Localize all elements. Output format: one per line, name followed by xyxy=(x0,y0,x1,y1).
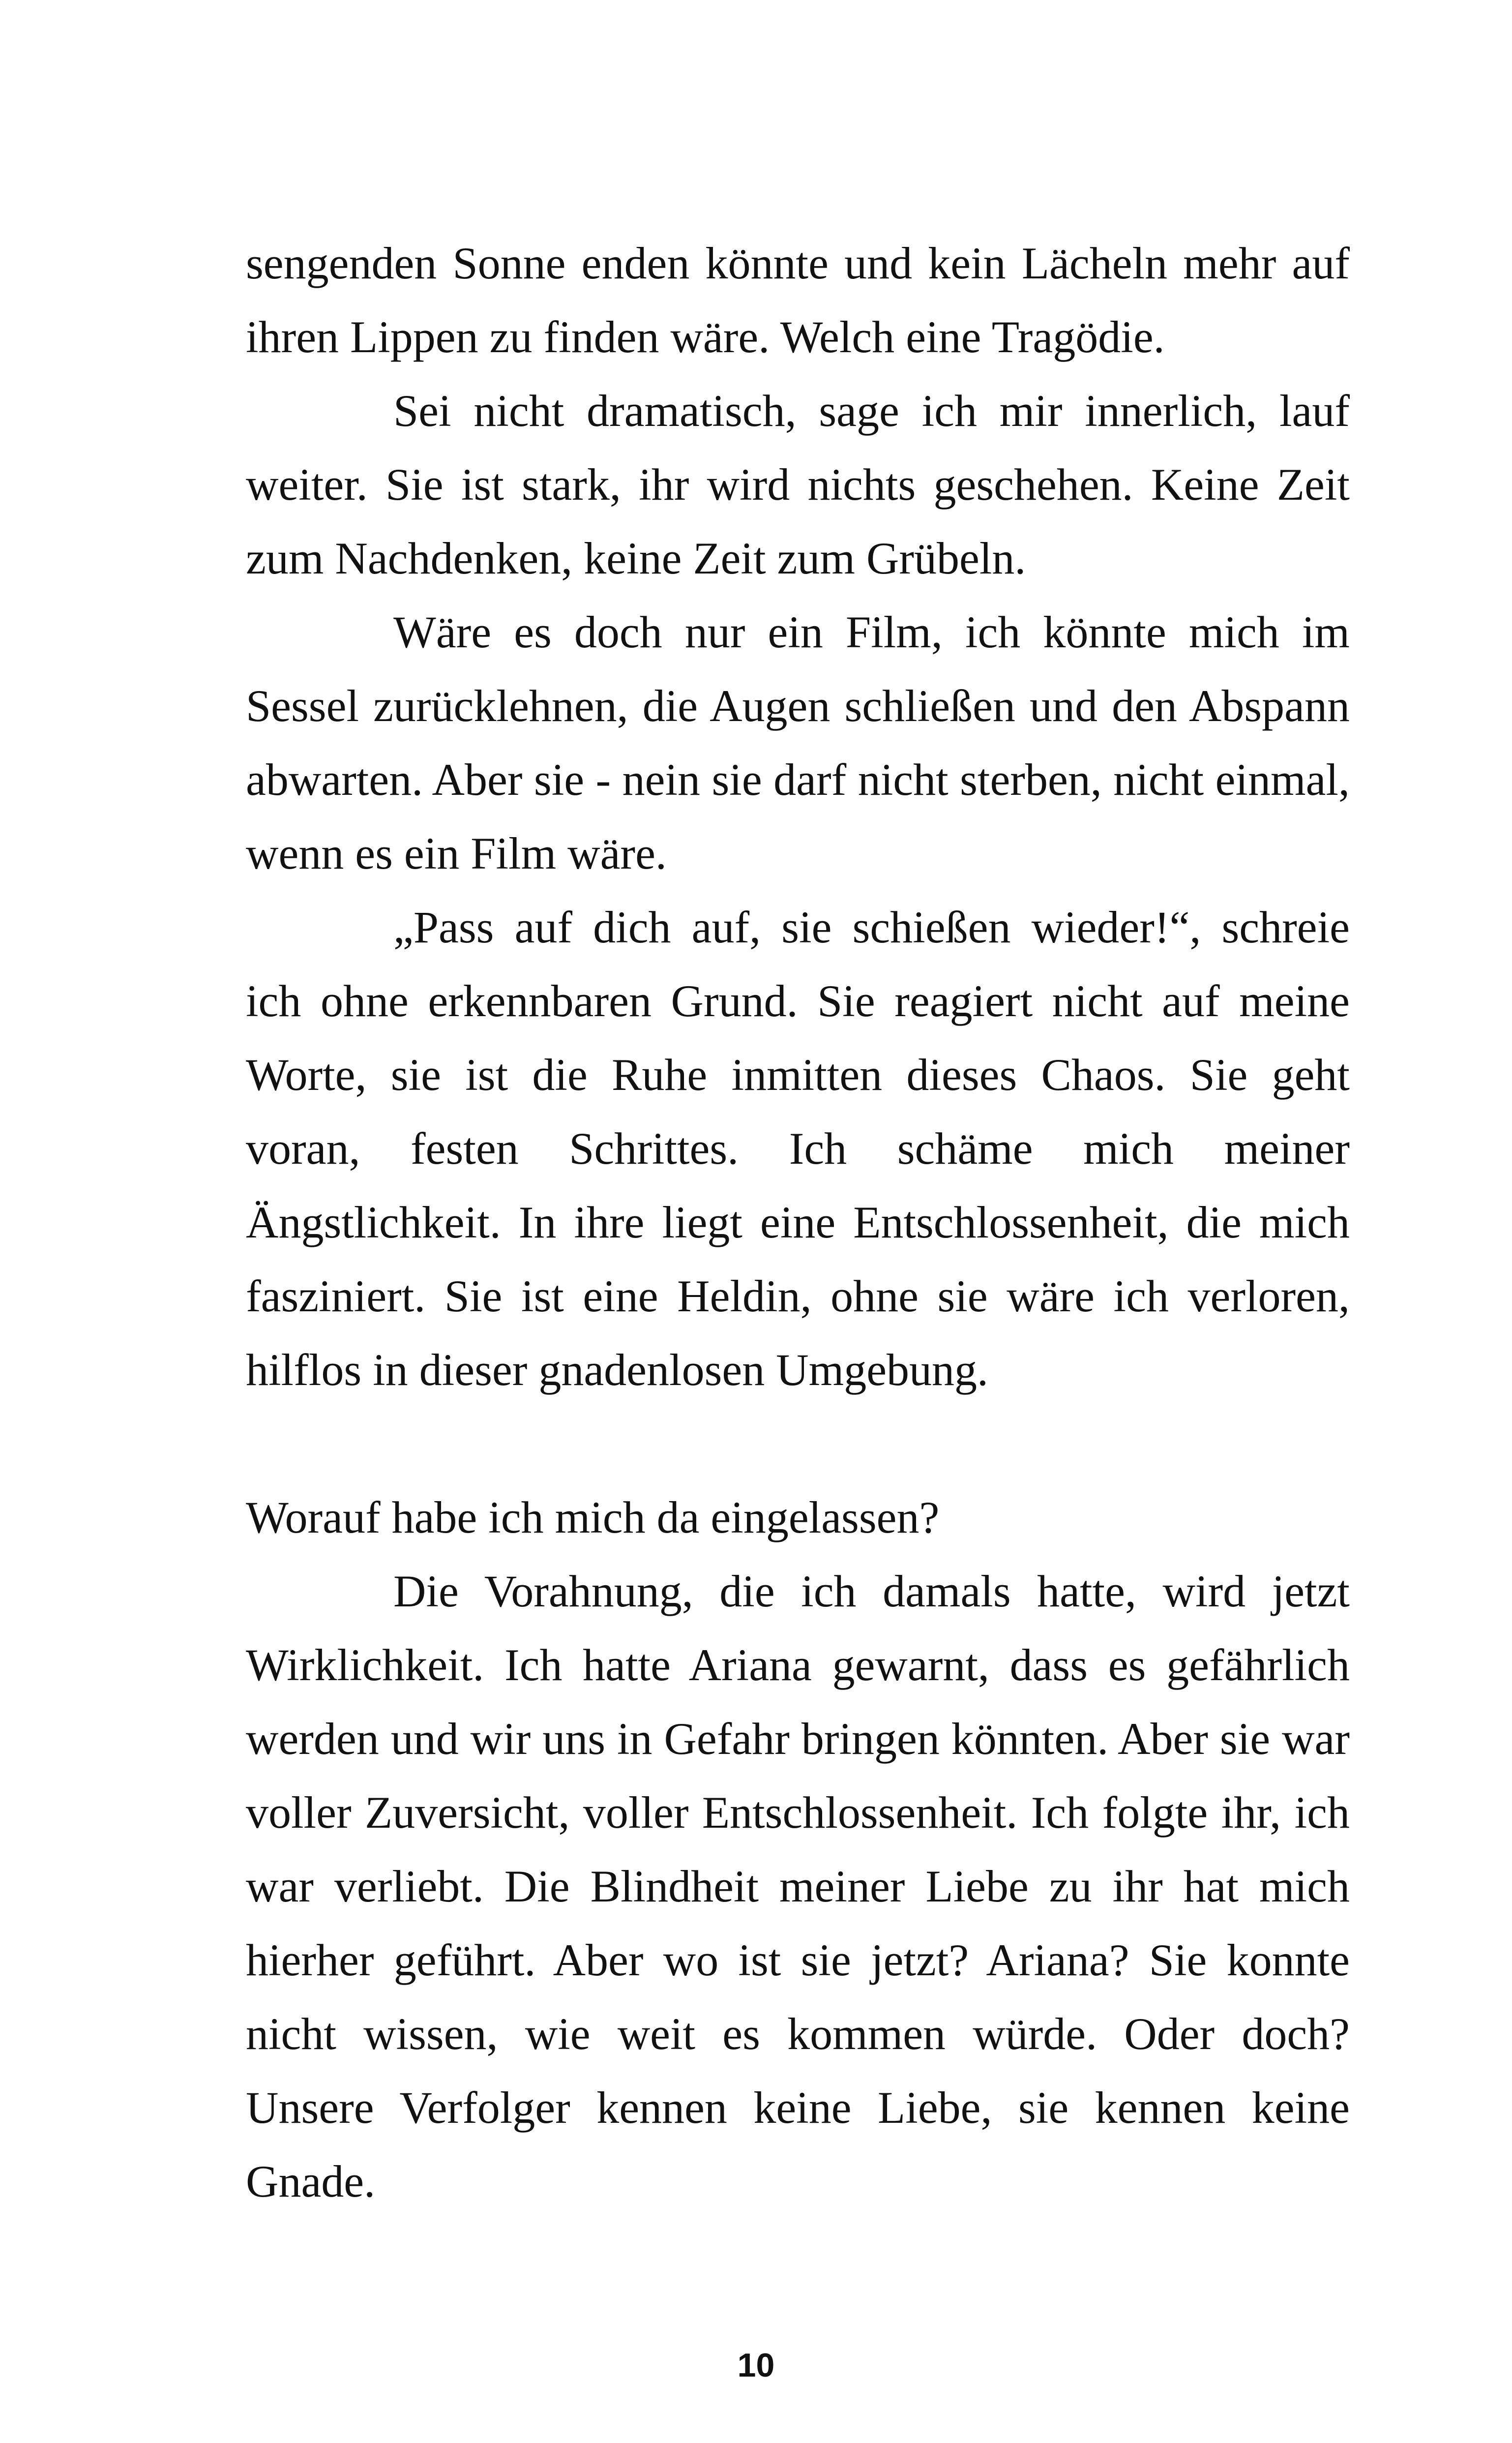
paragraph-film: Wäre es doch nur ein Film, ich könnte mich im Sessel zurücklehnen, die Augen schließen und den Abspann abwarten. Aber sie - nein sie darf nicht sterben, nicht einmal, wenn es ein Film wäre. xyxy=(246,607,1350,878)
paragraph-shout: „Pass auf dich auf, sie schießen wieder!“, schreie ich ohne erkennbaren Grund. Sie reagiert nicht auf meine Worte, sie ist die Ruhe inmitten dieses Chaos. Sie geht voran, festen Schrittes. Ich schäme mich meiner Ängstlichkeit. In ihre liegt eine Entschlossenheit, die mich fasziniert. Sie ist eine Heldin, ohne sie wäre ich verloren, hilflos in dieser gnadenlosen Umgebung. xyxy=(246,902,1350,1395)
page-number: 10 xyxy=(737,2347,775,2384)
paragraph-question: Worauf habe ich mich da eingelassen? xyxy=(246,1492,940,1542)
body-text xyxy=(246,226,1350,2218)
paragraph-continuation: sengenden Sonne enden könnte und kein Lächeln mehr auf ihren Lippen zu finden wäre. Welch eine Tragödie. xyxy=(246,238,1350,362)
section-break xyxy=(246,1407,1350,1480)
paragraph-premonition: Die Vorahnung, die ich damals hatte, wird jetzt Wirklichkeit. Ich hatte Ariana gewarnt, dass es gefährlich werden und wir uns in Gefahr bringen könnten. Aber sie war voller Zuversicht, voller Entschlossenheit. Ich folgte ihr, ich war verliebt. Die Blindheit meiner Liebe zu ihr hat mich hierher geführt. Aber wo ist sie jetzt? Ariana? Sie konnte nicht wissen, wie weit es kommen würde. Oder doch? Unsere Verfolger kennen keine Liebe, sie kennen keine Gnade. xyxy=(246,1566,1350,2206)
paragraph-inner-voice: Sei nicht dramatisch, sage ich mir innerlich, lauf weiter. Sie ist stark, ihr wird nichts geschehen. Keine Zeit zum Nachdenken, keine Zeit zum Grübeln. xyxy=(246,386,1350,583)
